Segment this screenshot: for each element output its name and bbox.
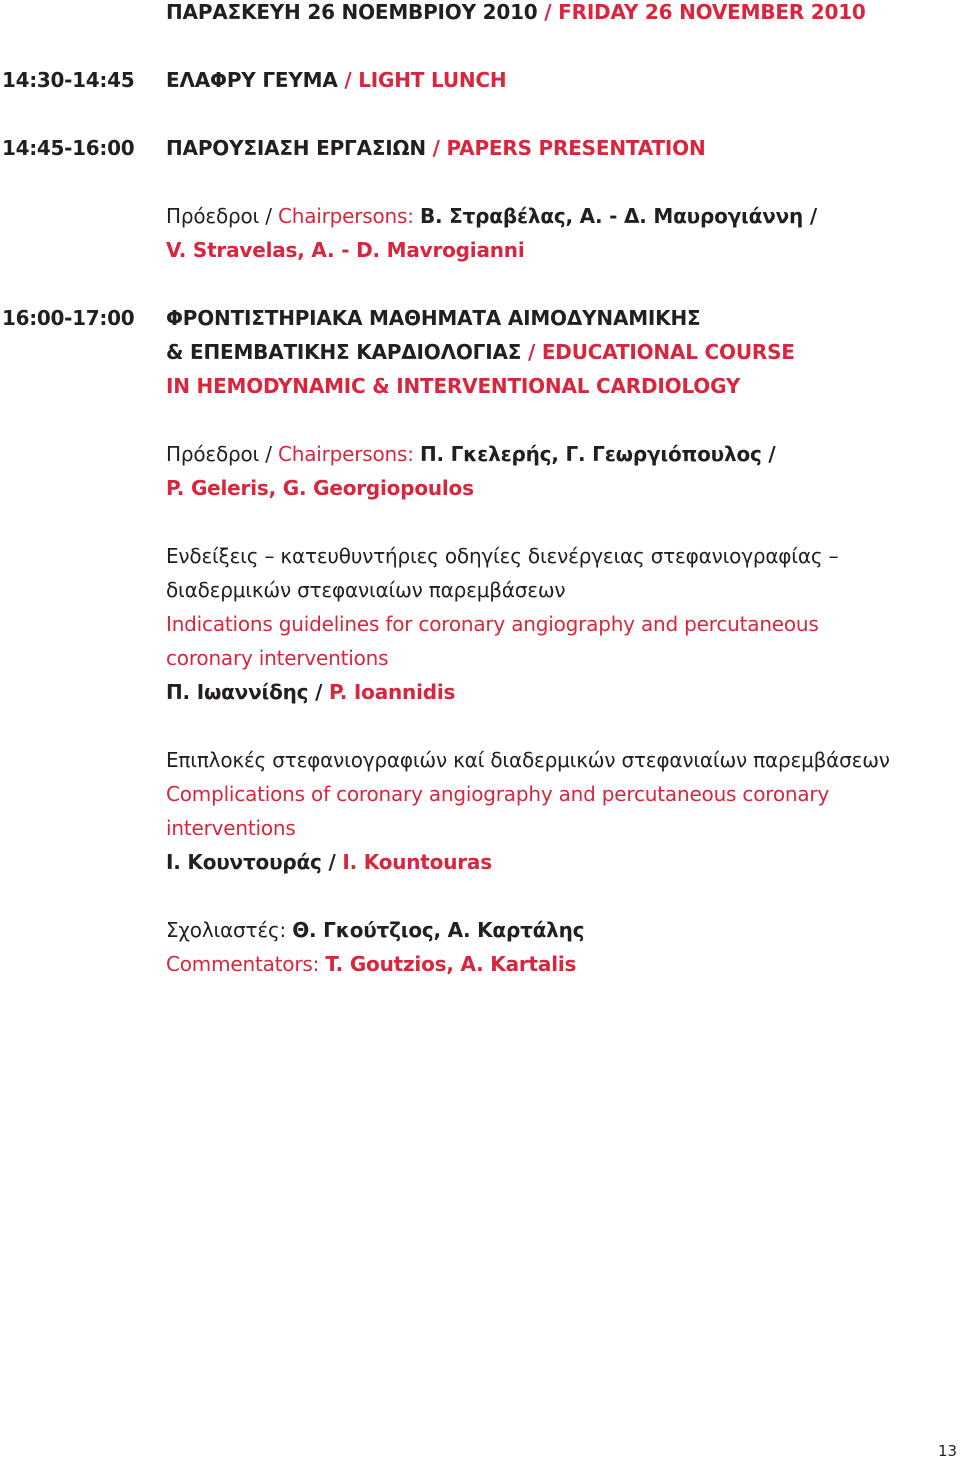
chair-label-en: Chairpersons:	[277, 204, 420, 228]
talk-speaker	[166, 845, 492, 879]
chairpersons-line	[166, 199, 817, 233]
chair-label-en: Chairpersons:	[277, 442, 420, 466]
speaker-en: I. Kountouras	[342, 850, 492, 874]
session-title-sep: /	[425, 136, 447, 160]
session-time: 14:30-14:45	[2, 68, 135, 92]
speaker-sep: /	[321, 850, 343, 874]
page-header	[166, 0, 866, 29]
session-title-en: LIGHT LUNCH	[358, 68, 507, 92]
talk-speaker	[166, 675, 455, 709]
commentators-names-gr: Θ. Γκούτζιος, Α. Καρτάλης	[292, 918, 585, 942]
commentators-label-gr: Σχολιαστές:	[166, 918, 293, 942]
talk-title-en: interventions	[166, 816, 296, 840]
chair-label-gr: Πρόεδροι	[166, 204, 260, 228]
chair-label-sep: /	[259, 204, 278, 228]
speaker-sep: /	[308, 680, 329, 704]
header-sep: /	[537, 0, 559, 24]
talk-title-en: Indications guidelines for coronary angiography and percutaneous	[166, 612, 819, 636]
chairpersons-line	[166, 437, 776, 471]
chair-names-en: P. Geleris, G. Georgiopoulos	[166, 476, 474, 500]
commentators-label-en: Commentators:	[166, 952, 326, 976]
chair-label-sep: /	[259, 442, 278, 466]
session-title-en: PAPERS PRESENTATION	[446, 136, 706, 160]
commentators-en	[166, 947, 576, 981]
page-number: 13	[938, 1442, 958, 1460]
session-title-sep: /	[337, 68, 359, 92]
chair-names-gr: Π. Γκελερής, Γ. Γεωργιόπουλος /	[419, 442, 776, 466]
course-title-line2-en: EDUCATIONAL COURSE	[541, 340, 795, 364]
chair-label-gr: Πρόεδροι	[166, 442, 260, 466]
course-title-line2-sep: /	[521, 340, 542, 364]
talk-title-gr: Ενδείξεις – κατευθυντήριες οδηγίες διενέργειας στεφανιογραφίας –	[166, 544, 839, 568]
chair-names-en: V. Stravelas, A. - D. Mavrogianni	[166, 238, 525, 262]
talk-title-en: coronary interventions	[166, 646, 389, 670]
chair-names-gr: Β. Στραβέλας, Α. - Δ. Μαυρογιάννη /	[419, 204, 817, 228]
speaker-gr: Π. Ιωαννίδης	[166, 680, 309, 704]
session-time: 14:45-16:00	[2, 136, 135, 160]
session-time: 16:00-17:00	[2, 306, 135, 330]
header-date-gr: ΠΑΡΑΣΚΕΥΗ 26 ΝΟΕΜΒΡΙΟΥ 2010	[166, 0, 538, 24]
session-title-gr: ΕΛΑΦΡΥ ΓΕΥΜΑ	[166, 68, 338, 92]
talk-title-en: Complications of coronary angiography and percutaneous coronary	[166, 782, 830, 806]
session-title	[166, 63, 506, 97]
speaker-en: P. Ioannidis	[328, 680, 456, 704]
course-title-line2	[166, 335, 795, 369]
talk-title-gr: διαδερμικών στεφανιαίων παρεμβάσεων	[166, 578, 566, 602]
course-title-line2-gr: & ΕΠΕΜΒΑΤΙΚΗΣ ΚΑΡΔΙΟΛΟΓΙΑΣ	[166, 340, 522, 364]
commentators-names-en: T. Goutzios, A. Kartalis	[325, 952, 577, 976]
talk-title-gr: Επιπλοκές στεφανιογραφιών καί διαδερμικών στεφανιαίων παρεμβάσεων	[166, 748, 890, 772]
commentators-gr	[166, 913, 584, 947]
course-title-line1: ΦΡΟΝΤΙΣΤΗΡΙΑΚΑ ΜΑΘΗΜΑΤΑ ΑΙΜΟΔΥΝΑΜΙΚΗΣ	[166, 306, 701, 330]
speaker-gr: Ι. Κουντουράς	[166, 850, 322, 874]
session-title-gr: ΠΑΡΟΥΣΙΑΣΗ ΕΡΓΑΣΙΩΝ	[166, 136, 426, 160]
session-title	[166, 131, 706, 165]
course-title-line3: IN HEMODYNAMIC & INTERVENTIONAL CARDIOLOGY	[166, 374, 741, 398]
header-date-en: FRIDAY 26 NOVEMBER 2010	[558, 0, 866, 24]
